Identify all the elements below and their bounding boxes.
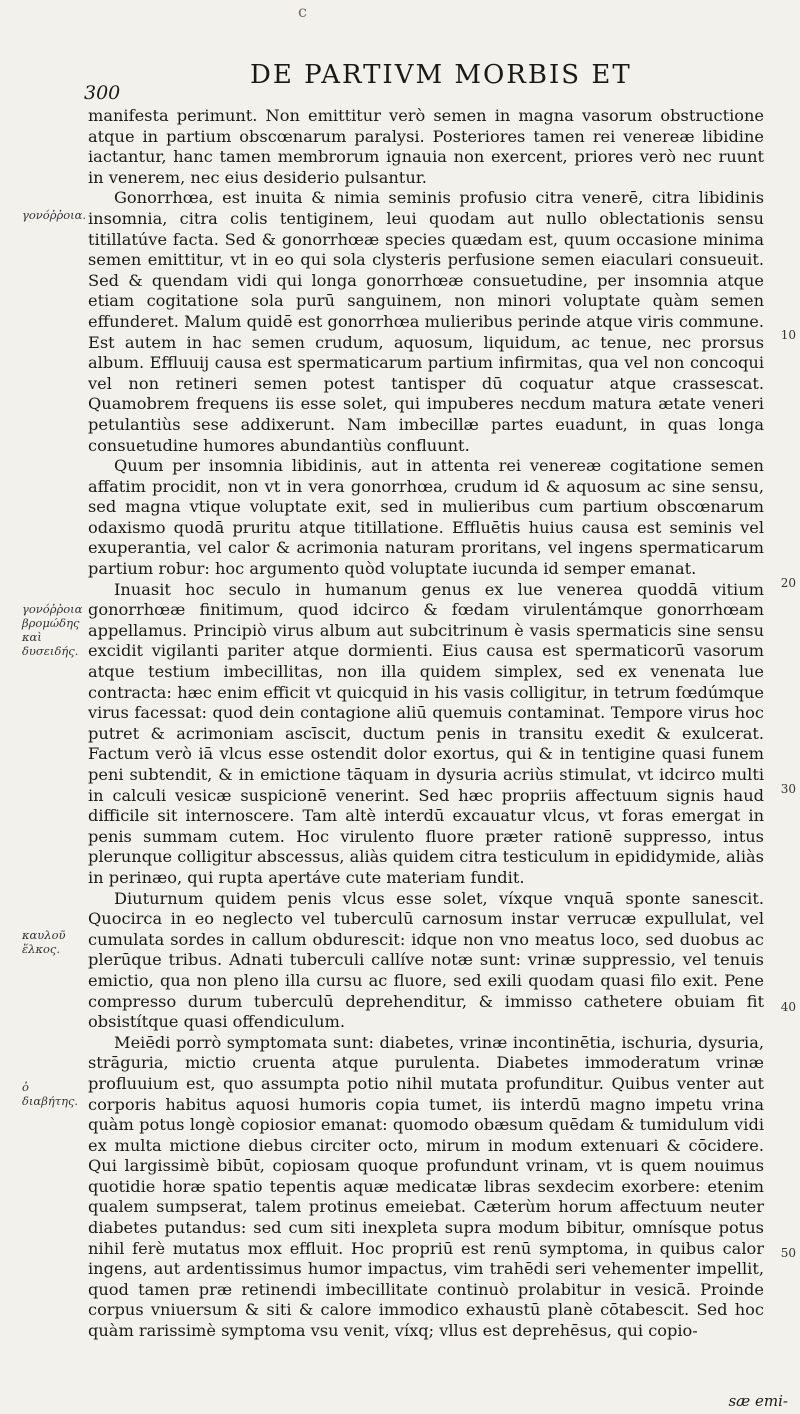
- margin-note-gonorrhoea: γονόῤῥοια.: [22, 208, 87, 222]
- catchword: sæ emi-: [728, 1392, 788, 1410]
- running-head: DE PARTIVM MORBIS ET: [250, 60, 632, 90]
- margin-note-penis-ulcer: καυλοῦ ἕλκος.: [22, 928, 66, 956]
- line-number-50: 50: [780, 1246, 796, 1260]
- paragraph-penis-ulcer: Diuturnum quidem penis vlcus esse solet, víxque vnquā sponte sanescit. Quocirca in eo neglecto vel tuberculū carnosum instar verrucæ expullulat, vel cumulata sordes in callum obdurescit: idque non vno meatus loco, sed duobus ac plerūque tribus. Adnati tuberculi callíve notæ sunt: vrinæ suppressio, vel tenuis emictio, qua non pleno illa cursu ac fluore, sed exili quodam quasi filo exit. Pene compresso durum tuberculū deprehenditur, & immisso cathetere obuiam fit obsistítque quasi offendiculum.: [88, 888, 764, 1032]
- paragraph-virulent-gonorrhoea: Inuasit hoc seculo in humanum genus ex lue venerea quoddā vitium gonorrhœæ finitimum, quod idcirco & fœdam virulentámque gonorrhœam appellamus. Principiò virus album aut subcitrinum è vasis spermaticis sine sensu excidit vigilanti pariter atque dormienti. Eius causa est spermaticorū vasorum atque testium imbecillitas, non illa quidem simplex, sed ex venenata lue contracta: hæc enim efficit vt quicquid in his vasis colligitur, in tetrum fœdúmque virus facessat: quod dein contagione aliū quemuis contaminat. Tempore virus hoc putret & acrimoniam ascīscit, ductum penis in transitu exedit & exulcerat. Factum verò iā vlcus esse ostendit dolor exortus, qui & in tentigine quasi funem peni subtendit, & in emictione tāquam in dysuria acriùs stimulat, vt idcirco multi in calculi vesicæ suspicionē venerint. Sed hæc propriis affectuum signis haud difficile sit internoscere. Tam altè interdū excauatur vlcus, vt foras emergat in penis summam cutem. Hoc virulento fluore præter rationē suppresso, intus plerunque colligitur abscessus, aliàs quidem citra testiculum in epididymide, aliàs in perinæo, qui rupta apertáve cute materiam fundit.: [88, 579, 764, 887]
- paragraph-continuation: manifesta perimunt. Non emittitur verò semen in magna vasorum obstructione atque in partium obscœnarum paralysi. Posteriores tamen rei venereæ libidine iactantur, hanc tamen membrorum ignauia non exercent, priores verò nec ruunt in venerem, nec eius desiderio pulsantur.: [88, 106, 764, 187]
- line-number-20: 20: [780, 576, 796, 590]
- paragraph-gonorrhoea-definition: Gonorrhœa, est inuita & nimia seminis profusio citra venerē, citra libidinis insomnia, citra colis tentiginem, leui quodam aut nullo oblectationis sensu titillatúve facta. Sed & gonorrhœæ species quædam est, quum occasione minima semen emittitur, vt in eo qui sola clysteris perfusione semen eiaculari consueuit. Sed & quendam vidi qui longa gonorrhœæ consuetudine, per insomnia atque etiam cogitatione sola purū sanguinem, non minori voluptate quàm semen effunderet. Malum quidē est gonorrhœa mulieribus perinde atque viris commune. Est autem in hac semen crudum, aquosum, liquidum, ac tenue, nec prorsus album. Effluuij causa est spermaticarum partium infirmitas, qua vel non concoqui vel non retineri semen potest tantisper dū coquatur atque crassescat. Quamobrem frequens iis esse solet, qui impuberes necdum matura ætate veneri petulantiùs sese addixerunt. Nam imbecillæ partes euadunt, in quas longa consuetudine humores abundantiùs confluunt.: [88, 188, 764, 455]
- paragraph-urinary-symptoms: Meiēdi porrò symptomata sunt: diabetes, vrinæ incontinētia, ischuria, dysuria, strāguria, mictio cruenta atque purulenta. Diabetes immoderatum vrinæ profluuium est, quo assumpta potio nihil mutata profunditur. Quibus venter aut corporis habitus aquosi humoris copia tumet, iis interdū magno impetu vrina quàm potus longè copiosior emanat: quomodo obæsum quēdam & tumidulum vidi ex multa mictione diebus circiter octo, mirum in modum extenuari & cōcidere. Qui largissimè bibūt, copiosam quoque profundunt vrinam, vt is quem nouimus quotidie horæ spatio tepentis aquæ medicatæ libras sexdecim exorbere: etenim qualem sumpserat, talem protinus emeiebat. Cæterùm horum affectuum neuter diabetes putandus: sed cum siti inexpleta supra modum bibitur, omnísque potus nihil ferè mutatus mox effluit. Hoc propriū est renū symptoma, in quibus calor ingens, aut ardentissimus humor impactus, vim trahēdi seri vehementer impellit, quod tamen præ retinendi imbecillitate continuò prolabitur in vesicā. Proinde corpus vniuersum & siti & calore immodico exhaustū planè cōtabescit. Sed hoc quàm rarissimè symptoma vsu venit, víxq; vllus est deprehēsus, qui copio-: [88, 1032, 764, 1341]
- top-mark: c: [298, 2, 307, 21]
- margin-note-diabetes: ὁ διαβήτης.: [22, 1080, 79, 1108]
- line-number-40: 40: [780, 1000, 796, 1014]
- page-number: 300: [84, 82, 121, 104]
- body-text: [88, 106, 764, 1342]
- margin-note-virulent-gonorrhoea: γονόῤῥοια βρομώδης καὶ δυσειδής.: [22, 602, 83, 658]
- paragraph-nocturnal-emission: Quum per insomnia libidinis, aut in attenta rei venereæ cogitatione semen affatim procidit, non vt in vera gonorrhœa, crudum id & aquosum ac sine sensu, sed magna vtique voluptate exit, sed in mulieribus cum partium obscœnarum odaxismo quodā pruritu atque titillatione. Effluētis huius causa est seminis vel exuperantia, vel calor & acrimonia naturam proritans, vel ingens spermaticarum partium robur: hoc argumento quòd voluptate iucunda id semper emanat.: [88, 456, 764, 579]
- line-number-10: 10: [780, 328, 796, 342]
- line-number-30: 30: [780, 782, 796, 796]
